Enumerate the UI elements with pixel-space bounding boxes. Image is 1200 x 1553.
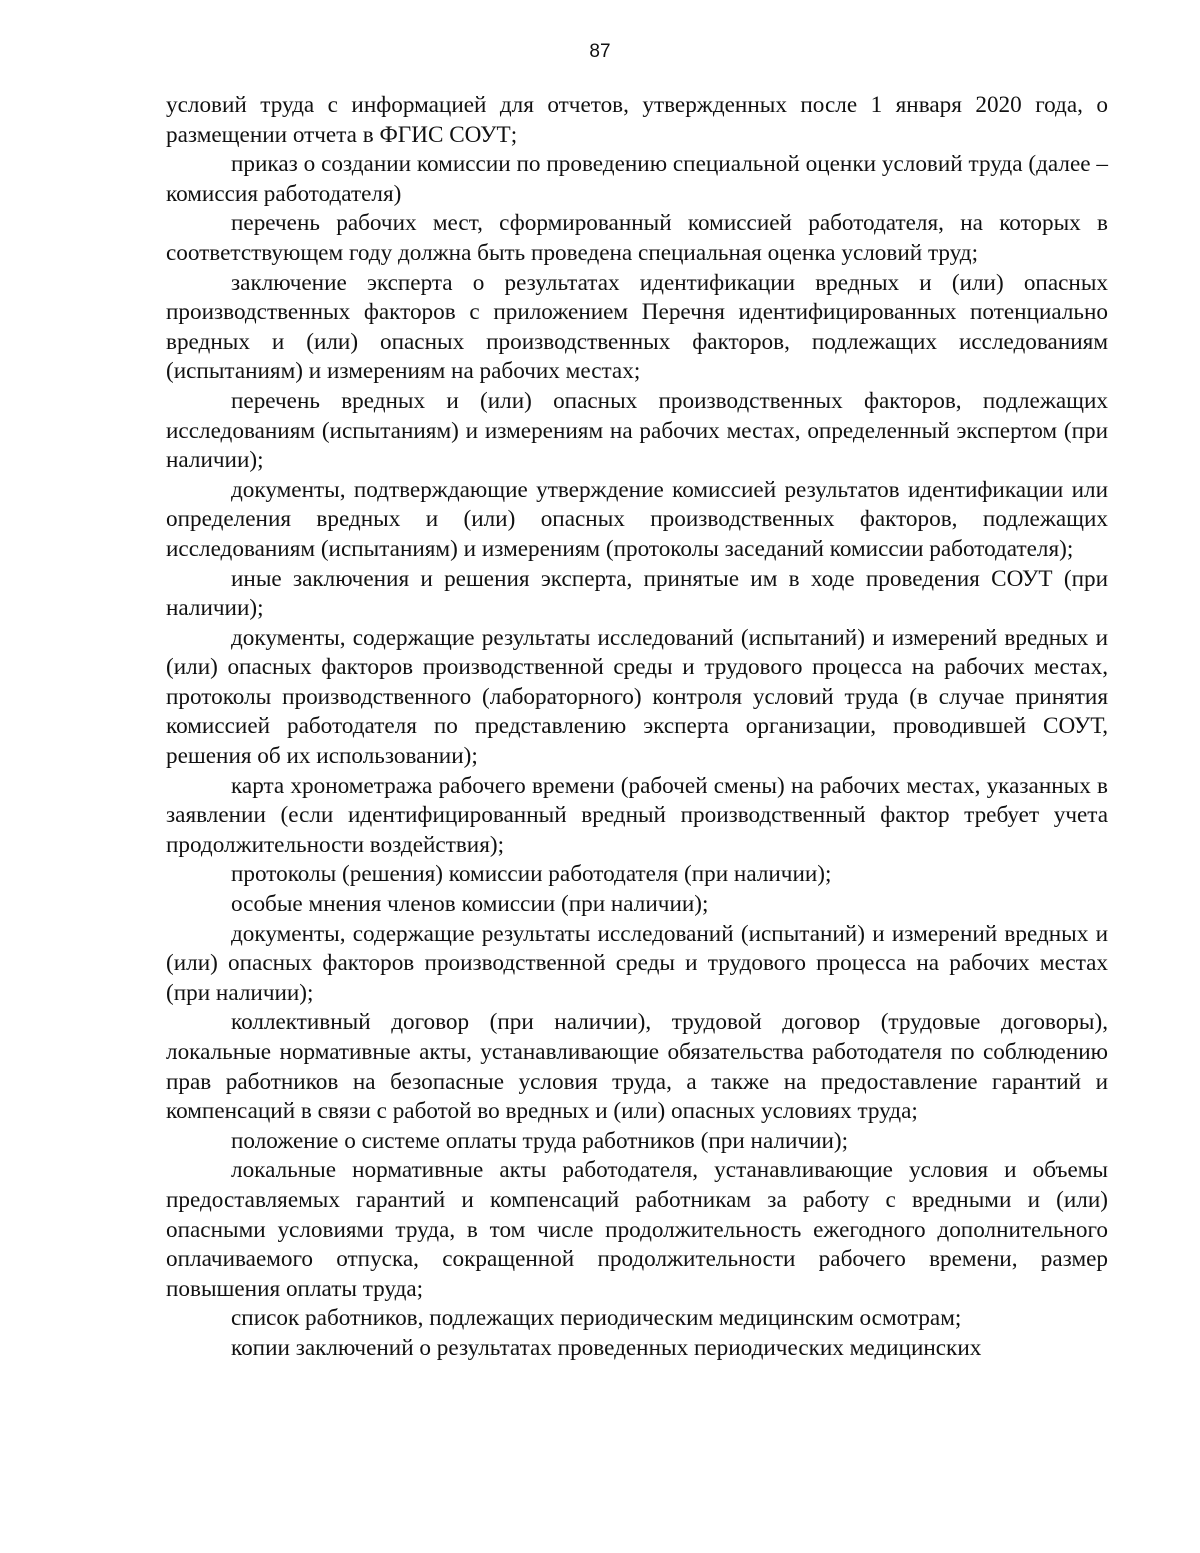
paragraph: список работников, подлежащих периодическим медицинским осмотрам; (231, 1305, 962, 1332)
paragraph: документы, содержащие результаты исследований (испытаний) и измерений вредных и (или) опасных факторов производственной среды и трудового процесса на рабочих местах (при наличии); (166, 920, 1108, 1006)
document-body (166, 91, 1108, 1364)
paragraph: перечень вредных и (или) опасных производственных факторов, подлежащих исследованиям (испытаниям) и измерениям на рабочих местах, определенный экспертом (при наличии); (166, 387, 1108, 474)
paragraph: локальные нормативные акты работодателя, устанавливающие условия и объемы предоставляемых гарантий и компенсаций работникам за работу с вредными и (или) опасными условиями труда, в том числе продолжительность ежегодного дополнительного оплачиваемого отпуска, сокращенной продолжительности рабочего времени, размер повышения оплаты труда; (166, 1157, 1108, 1302)
paragraph: коллективный договор (при наличии), трудовой договор (трудовые договоры), локальные нормативные акты, устанавливающие обязательства работодателя по соблюдению прав работников на безопасные условия труда, а также на предоставление гарантий и компенсаций в связи с работой во вредных и (или) опасных условиях труда; (166, 1009, 1108, 1125)
paragraph: перечень рабочих мест, сформированный комиссией работодателя, на которых в соответствующем году должна быть проведена специальная оценка условий труд; (166, 210, 1108, 266)
paragraph: копии заключений о результатах проведенных периодических медицинских (231, 1334, 982, 1361)
paragraph: документы, подтверждающие утверждение комиссией результатов идентификации или определения вредных и (или) опасных производственных факторов, подлежащих исследованиям (испытаниям) и измерениям (протоколы заседаний комиссии работодателя); (166, 476, 1108, 562)
paragraph: положение о системе оплаты труда работников (при наличии); (231, 1127, 849, 1154)
page-number: 87 (589, 41, 611, 62)
paragraph: протоколы (решения) комиссии работодателя (при наличии); (231, 861, 832, 888)
paragraph: заключение эксперта о результатах идентификации вредных и (или) опасных производственных факторов с приложением Перечня идентифицированных потенциально вредных и (или) опасных производственных факторов, подлежащих исследованиям (испытаниям) и измерениям на рабочих местах; (166, 269, 1108, 385)
paragraph: документы, содержащие результаты исследований (испытаний) и измерений вредных и (или) опасных факторов производственной среды и трудового процесса на рабочих местах, протоколы производственного (лабораторного) контроля условий труда (в случае принятия комиссией работодателя по представлению эксперта организации, проводившей СОУТ, решения об их использовании); (166, 624, 1108, 770)
paragraph: иные заключения и решения эксперта, принятые им в ходе проведения СОУТ (при наличии); (166, 565, 1108, 622)
paragraph: особые мнения членов комиссии (при наличии); (231, 891, 709, 918)
paragraph: карта хронометража рабочего времени (рабочей смены) на рабочих местах, указанных в заявлении (если идентифицированный вредный производственный фактор требует учета продолжительности воздействия); (166, 772, 1108, 858)
paragraph: приказ о создании комиссии по проведению специальной оценки условий труда (далее – комиссия работодателя) (166, 151, 1108, 207)
paragraph: условий труда с информацией для отчетов, утвержденных после 1 января 2020 года, о размещении отчета в ФГИС СОУТ; (166, 92, 1108, 148)
